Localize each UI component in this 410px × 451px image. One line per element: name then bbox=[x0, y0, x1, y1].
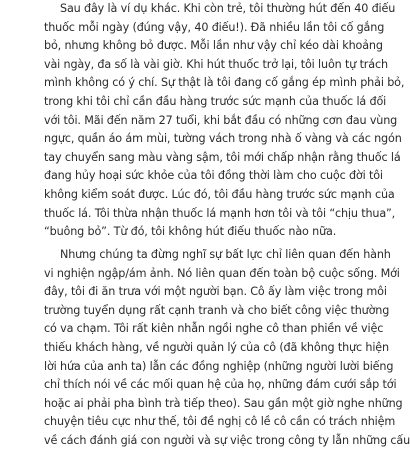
text-line: không kiểm soát được. Lúc đó, tôi đầu hàng trước sức mạnh của bbox=[44, 187, 395, 201]
text-line: thiếu khách hàng, về người quản lý của cô (đã không thực hiện bbox=[44, 340, 389, 354]
text-line: Sau đây là ví dụ khác. Khi còn trẻ, tôi thường hút đến 40 điếu bbox=[60, 2, 396, 15]
text-line: vài ngày, đa số là vài giờ. Khi hút thuốc trở lại, tôi luôn tự trách bbox=[44, 57, 388, 71]
text-line: về cách đánh giá con người và sự việc trong công ty lẫn những cấu bbox=[44, 433, 410, 447]
paragraph-1 bbox=[44, 0, 405, 242]
text-line: bỏ, nhưng không bỏ được. Mỗi lần như vậy chỉ kéo dài khoảng bbox=[44, 39, 383, 53]
text-line: đang hủy hoại sức khỏe của tôi đồng thời làm cho cuộc đời tôi bbox=[44, 169, 383, 183]
text-line: “buông bỏ”. Từ đó, tôi không hút điếu thuốc nào nữa. bbox=[44, 225, 337, 239]
text-line: thuốc mỗi ngày (đúng vậy, 40 điếu!). Đã nhiều lần tôi cố gắng bbox=[44, 20, 385, 34]
text-line: có va chạm. Tôi rất kiên nhẫn ngồi nghe cô than phiền về việc bbox=[44, 322, 384, 336]
text-line: tay chuyển sang màu vàng sậm, tôi mới chấp nhận rằng thuốc lá bbox=[44, 150, 401, 164]
text-line: lời hứa của anh ta) lẫn các đồng nghiệp (những người lười biếng bbox=[44, 359, 394, 373]
text-line: thuốc lá. Tôi thừa nhận thuốc lá mạnh hơn tôi và tôi “chịu thua”, bbox=[44, 206, 396, 220]
text-line: vi nghiện ngập/ám ảnh. Nó liên quan đến toàn bộ cuộc sống. Mới bbox=[44, 266, 400, 280]
text-line: ngực, quần áo ám mùi, tường vách trong nhà ố vàng và các ngón bbox=[44, 132, 402, 146]
text-line: trường tuyển dụng rất cạnh tranh và cho biết công việc thường bbox=[44, 303, 390, 317]
text-line: chuyện tiêu cực như thế, tôi đề nghị cô lề cô cần có trách nhiệm bbox=[44, 415, 396, 429]
text-line: trong khi tôi chỉ cần đầu hàng trước sức mạnh của thuốc lá đối bbox=[44, 94, 387, 108]
text-line: đây, tôi đi ăn trưa với một người bạn. Cô ấy làm việc trong môi bbox=[44, 285, 387, 299]
text-line: chỉ thích nói về các mối quan hệ của họ, những đám cưới sắp tới bbox=[44, 378, 397, 392]
text-line: với tôi. Mãi đến năm 27 tuổi, khi bắt đầu có những cơn đau vùng bbox=[44, 113, 398, 127]
text-line: mình không có ý chí. Sự thật là tôi đang cố gắng ép mình phải bỏ, bbox=[44, 76, 405, 90]
text-line: hoặc ai phải pha bình trà tiếp theo). Sau gần một giờ nghe những bbox=[44, 396, 403, 410]
paragraph-2 bbox=[44, 246, 410, 451]
text-line: Nhưng chúng ta đừng nghĩ sự bất lực chỉ liên quan đến hành bbox=[60, 248, 391, 261]
